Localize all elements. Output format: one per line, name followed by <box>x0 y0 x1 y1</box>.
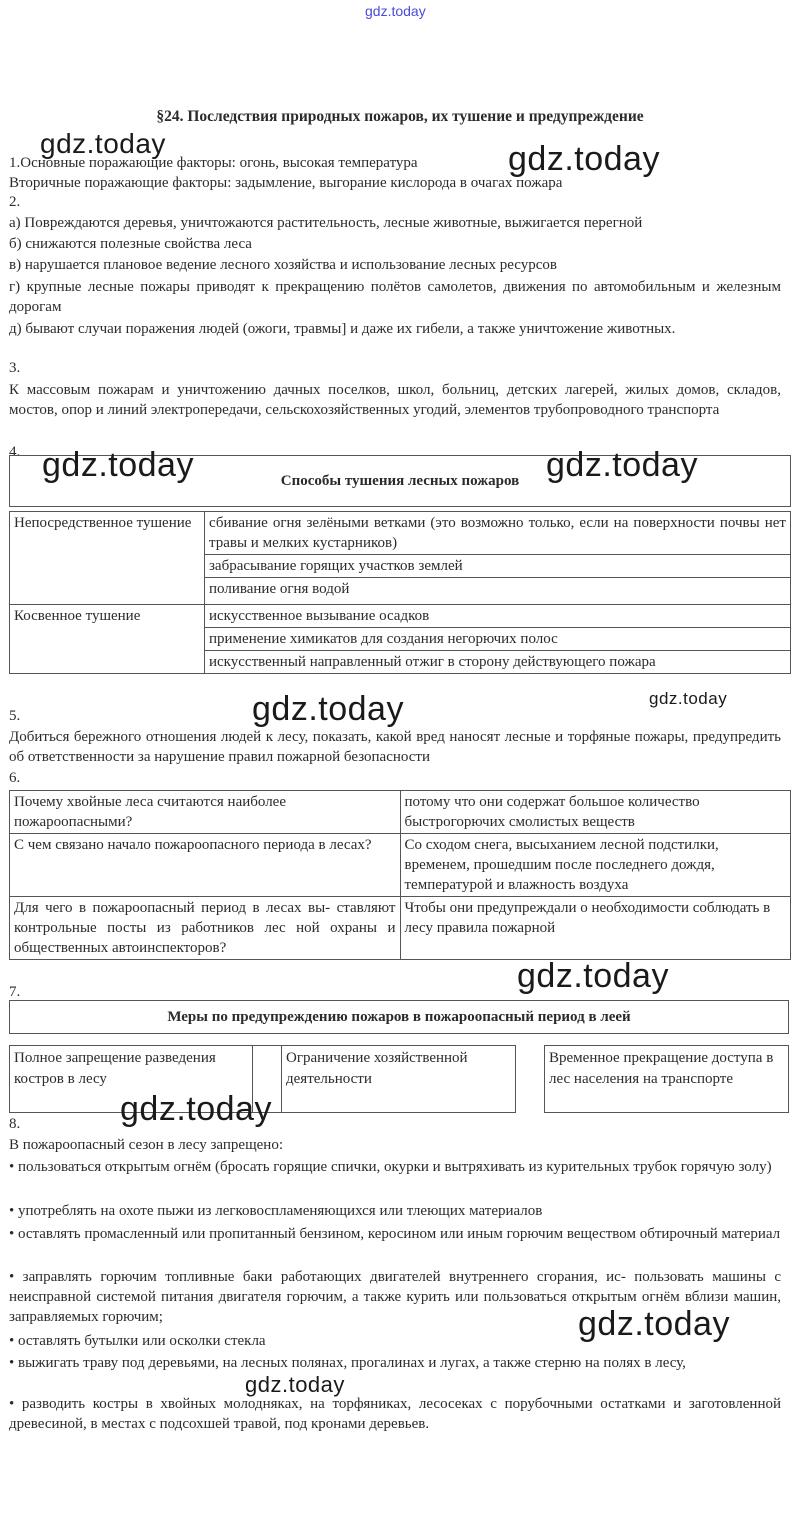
list-item: • выжигать траву под деревьями, на лесных полянах, прогалинах и лугах, а также стерню на полях в лесу, <box>9 1355 686 1371</box>
indirect-label-cell <box>10 605 205 674</box>
s2-item-b: б) снижаются полезные свойства леса <box>9 236 252 252</box>
list-item: • оставлять бутылки или осколки стекла <box>9 1333 266 1349</box>
s1-line1: 1.Основные поражающие факторы: огонь, высокая температура <box>9 155 418 171</box>
question-cell: Почему хвойные леса считаются наиболее пожароопасными? <box>10 791 401 834</box>
measure-cell-1: Полное запрещение разведения костров в лесу <box>9 1045 253 1113</box>
measure-cell-3: Временное прекращение доступа в лес населения на транспорте <box>544 1045 789 1113</box>
s4-number: 4. <box>9 444 21 460</box>
s5-text: Добиться бережного отношения людей к лесу, показать, какой вред наносят лесные и торфяные пожары, предупредить об ответственности за нарушение правил пожарной безопасности <box>9 729 781 765</box>
direct-method-2: забрасывание горящих участков землей <box>205 555 791 578</box>
watermark: gdz.today <box>252 690 404 728</box>
indirect-method-3: искусственный направленный отжиг в сторону действующего пожара <box>205 651 791 674</box>
s7-number: 7. <box>9 984 21 1000</box>
indirect-method-2: применение химикатов для создания негорючих полос <box>205 628 791 651</box>
watermark: gdz.today <box>120 1090 272 1128</box>
page-title: §24. Последствия природных пожаров, их тушение и предупреждение <box>156 108 644 125</box>
table-row <box>10 834 791 897</box>
direct-method-3: поливание огня водой <box>205 578 791 605</box>
indirect-method-1: искусственное вызывание осадков <box>205 605 791 628</box>
top-watermark[interactable]: gdz.today <box>365 3 426 19</box>
list-item: • заправлять горючим топливные баки работающих двигателей внутреннего сгорания, ис- пользовать машины с неисправной системой питания двигателя горючим, а также курить или пользоваться открытым огнём вблизи машин, заправляемых горючим; <box>9 1269 781 1325</box>
s2-item-v: в) нарушается плановое ведение лесного хозяйства и использование лесных ресурсов <box>9 257 557 273</box>
table-row <box>10 605 791 628</box>
table-row <box>10 897 791 960</box>
s2-item-d: д) бывают случаи поражения людей (ожоги, травмы] и даже их гибели, а также уничтожение животных. <box>9 321 676 337</box>
watermark: gdz.today <box>546 446 698 484</box>
s7-table-header <box>9 1000 789 1034</box>
s5-number: 5. <box>9 708 21 724</box>
s2-item-a: а) Повреждаются деревья, уничтожаются растительность, лесные животные, выжигается перегной <box>9 215 643 231</box>
s1-line2: Вторичные поражающие факторы: задымление, выгорание кислорода в очагах пожара <box>9 175 563 191</box>
watermark: gdz.today <box>245 1372 345 1397</box>
s4-header-text: Способы тушения лесных пожаров <box>280 472 520 489</box>
direct-method-1: сбивание огня зелёными ветками (это возможно только, если на поверхности почвы нет травы и мелких кустарников) <box>205 512 791 555</box>
s3-number: 3. <box>9 360 21 376</box>
indirect-label: Косвенное тушение <box>14 608 141 624</box>
s3-text: К массовым пожарам и уничтожению дачных поселков, школ, больниц, детских лагерей, жилых домов, складов, мостов, опор и линий электропередачи, сельскохозяйственных угодий, элементов трубопроводного транспорта <box>9 382 781 418</box>
s2-number: 2. <box>9 194 21 210</box>
s8-intro: В пожароопасный сезон в лесу запрещено: <box>9 1137 283 1153</box>
s8-number: 8. <box>9 1116 21 1132</box>
answer-cell: Со сходом снега, высыханием лесной подстилки, временем, прошедшим после последнего дождя, температурой и влажность воздуха <box>400 834 791 897</box>
list-item: • употреблять на охоте пыжи из легковоспламеняющихся или тлеющих материалов <box>9 1203 543 1219</box>
direct-label-cell <box>10 512 205 605</box>
list-item: • разводить костры в хвойных молодняках, на торфяниках, лесосеках с порубочными остатками и заготовленной древесиной, в местах с подсохшей травой, под кронами деревьев. <box>9 1396 781 1432</box>
watermark: gdz.today <box>517 957 669 995</box>
measure-cell-2: Ограничение хозяйственной деятельности <box>281 1045 516 1113</box>
watermark: gdz.today <box>42 446 194 484</box>
list-item: • оставлять промасленный или пропитанный бензином, керосином или иным горючим веществом обтирочный материал <box>9 1226 781 1242</box>
s2-item-g: г) крупные лесные пожары приводят к прекращению полётов самолетов, движения по автомобильным и железным дорогам <box>9 279 781 315</box>
s6-number: 6. <box>9 770 21 786</box>
s7-header-text: Меры по предупреждению пожаров в пожароопасный период в леей <box>167 1008 631 1025</box>
watermark: gdz.today <box>40 128 166 159</box>
answer-cell: потому что они содержат большое количество быстрогорючих смолистых веществ <box>400 791 791 834</box>
watermark: gdz.today <box>649 689 728 708</box>
answer-cell: Чтобы они предупреждали о необходимости соблюдать в лесу правила пожарной <box>400 897 791 960</box>
watermark: gdz.today <box>508 140 660 178</box>
question-cell: С чем связано начало пожароопасного периода в лесах? <box>10 834 401 897</box>
question-cell: Для чего в пожароопасный период в лесах вы- ставляют контрольные посты из работников лес ной охраны и общественных автоинспекторов? <box>10 897 401 960</box>
questions-table <box>9 790 791 960</box>
table-row <box>10 791 791 834</box>
extinguishing-methods-table <box>9 511 791 674</box>
direct-label: Непосредственное тушение <box>14 515 192 531</box>
list-item: • пользоваться открытым огнём (бросать горящие спички, окурки и вытряхивать из курительных трубок горячую золу) <box>9 1159 772 1175</box>
table-row <box>10 512 791 555</box>
watermark: gdz.today <box>578 1305 730 1343</box>
